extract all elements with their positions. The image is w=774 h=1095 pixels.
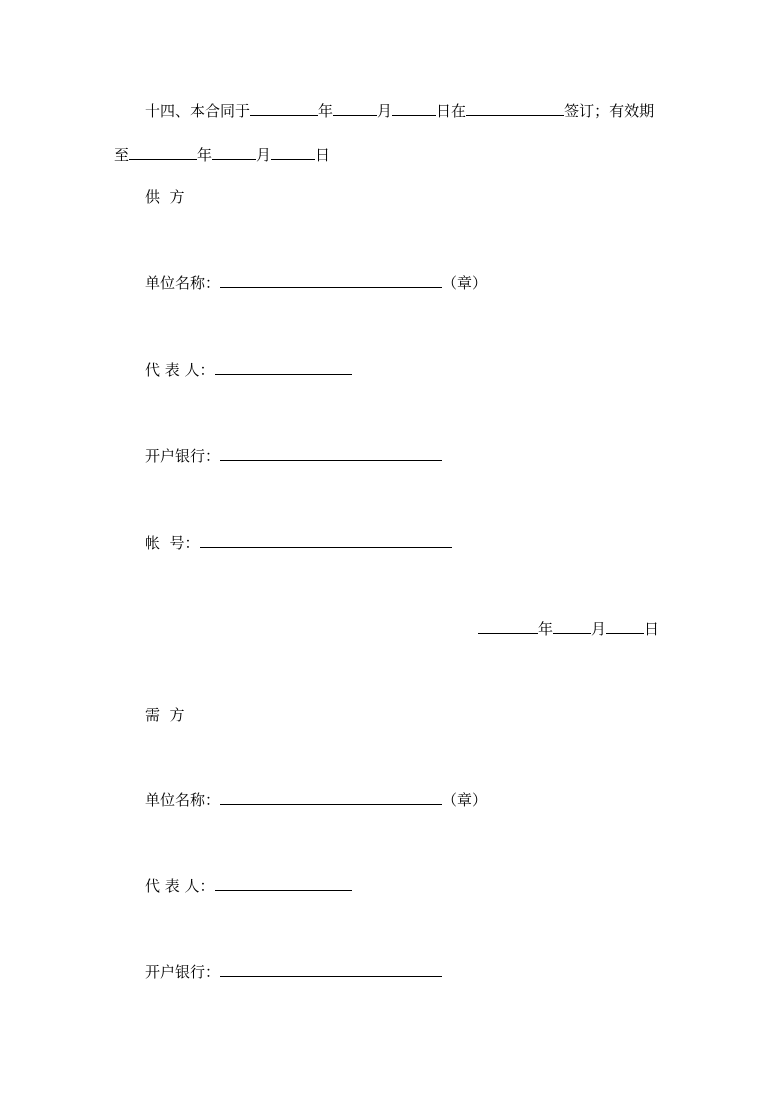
sign-place-blank[interactable] [466,101,564,116]
clause-line-1 [145,101,654,121]
year-label: 年 [318,102,334,120]
month-label: 月 [377,102,393,120]
valid-year-label: 年 [197,146,213,164]
supplier-account-label: 帐 号： [145,534,200,552]
signed-label: 签订；有效期 [564,102,655,120]
supplier-bank-row [145,446,442,466]
supplier-unit-name-blank[interactable] [220,273,442,288]
supplier-bank-label: 开户银行： [145,447,221,465]
supplier-unit-name-label: 单位名称： [145,274,221,292]
supplier-date-row [478,619,659,639]
clause-prefix: 十四、本合同于 [145,102,251,120]
supplier-bank-blank[interactable] [220,446,442,461]
supplier-date-day-blank[interactable] [606,619,644,634]
buyer-seal: （章） [442,791,488,809]
until-label: 至 [114,146,130,164]
sign-month-blank[interactable] [333,101,377,116]
sign-day-blank[interactable] [392,101,436,116]
buyer-unit-name-label: 单位名称： [145,791,221,809]
day-at-label: 日在 [436,102,467,120]
supplier-date-year-label: 年 [538,620,554,638]
buyer-bank-blank[interactable] [220,962,442,977]
sign-year-blank[interactable] [250,101,318,116]
buyer-unit-name-row [145,790,487,810]
valid-month-blank[interactable] [212,145,256,160]
valid-day-label: 日 [315,146,331,164]
supplier-date-year-blank[interactable] [478,619,538,634]
supplier-date-month-blank[interactable] [553,619,591,634]
buyer-representative-label: 代 表 人： [145,877,215,895]
valid-day-blank[interactable] [271,145,315,160]
buyer-unit-name-blank[interactable] [220,790,442,805]
buyer-bank-row [145,962,442,982]
buyer-title: 需 方 [145,706,185,724]
supplier-account-blank[interactable] [200,533,452,548]
supplier-title: 供 方 [145,188,185,206]
supplier-representative-row [145,360,352,380]
clause-line-2 [114,145,330,165]
valid-year-blank[interactable] [129,145,197,160]
buyer-representative-blank[interactable] [215,876,352,891]
supplier-representative-blank[interactable] [215,360,352,375]
supplier-seal: （章） [442,274,488,292]
buyer-representative-row [145,876,352,896]
buyer-bank-label: 开户银行： [145,963,221,981]
supplier-date-day-label: 日 [644,620,660,638]
supplier-account-row [145,533,452,553]
valid-month-label: 月 [256,146,272,164]
supplier-unit-name-row [145,273,487,293]
supplier-representative-label: 代 表 人： [145,361,215,379]
supplier-date-month-label: 月 [591,620,607,638]
